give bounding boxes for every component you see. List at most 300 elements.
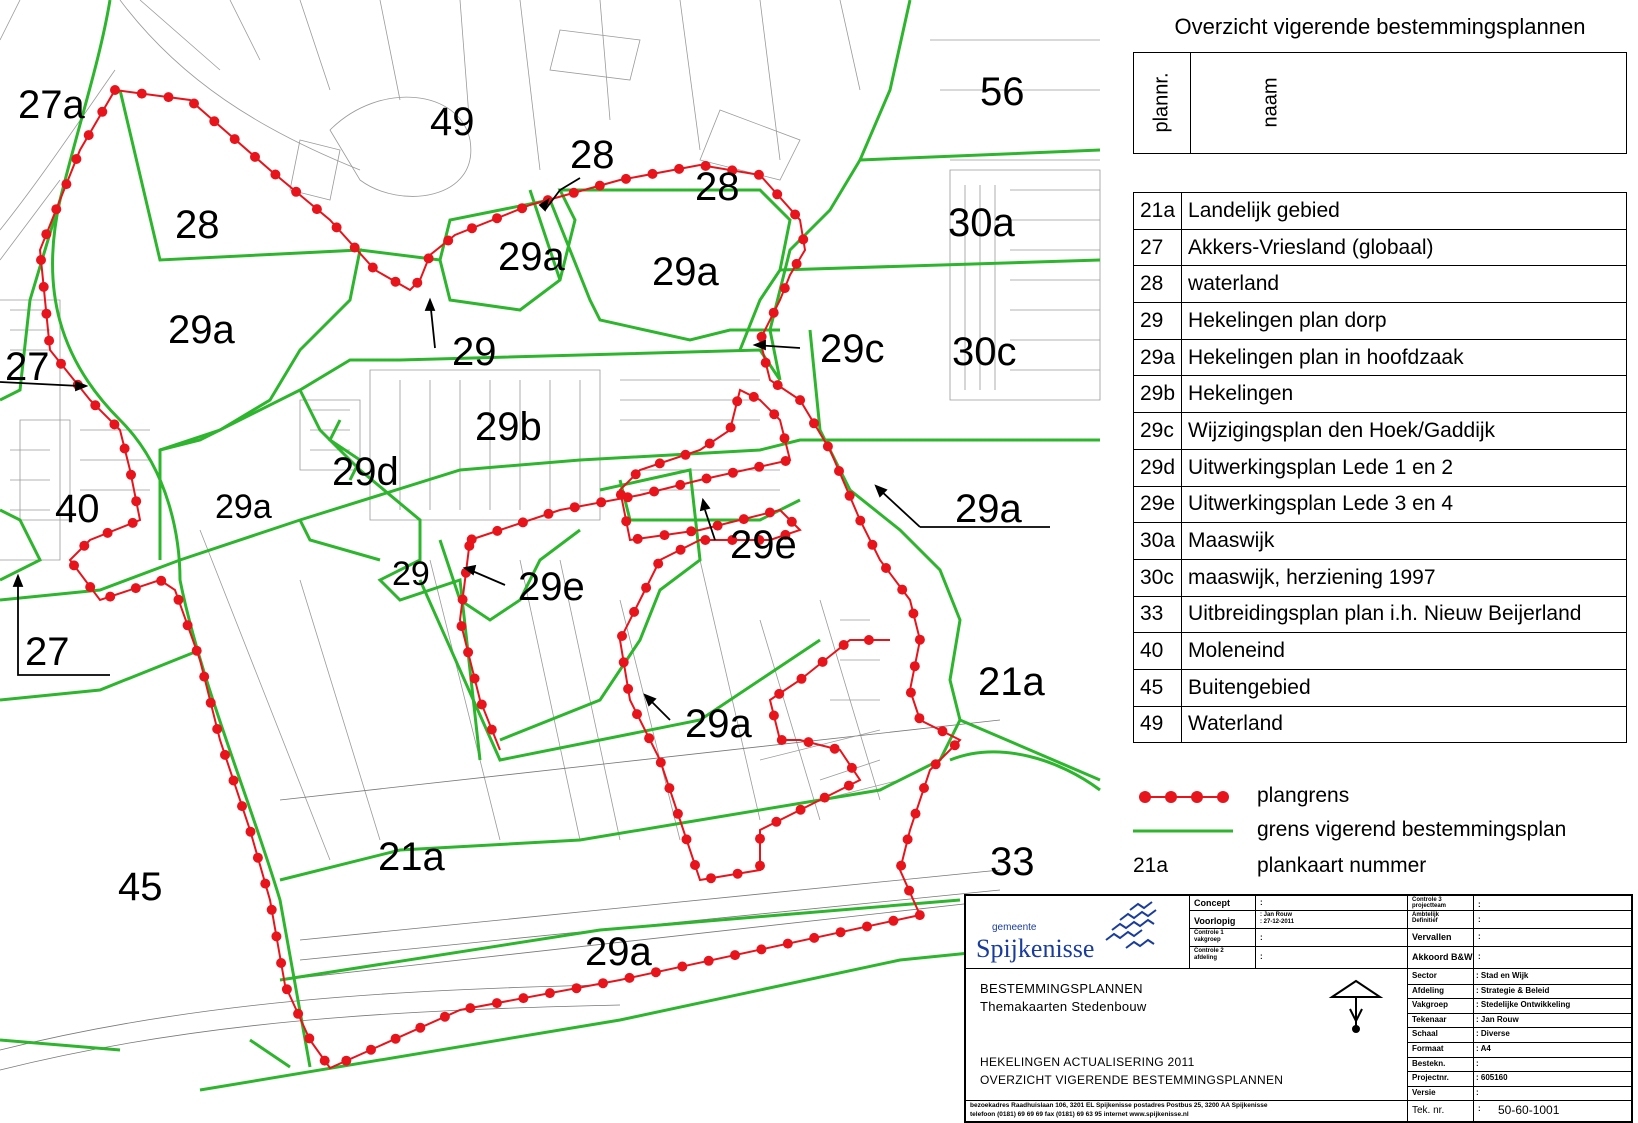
- plangrens-dot: [686, 526, 696, 536]
- plangrens-dot: [69, 560, 79, 570]
- plangrens-dot: [769, 409, 779, 419]
- plankaart-label: plankaart nummer: [1257, 854, 1427, 877]
- label-30a: 30a: [948, 201, 1015, 245]
- controle3-label: Controle 3: [1412, 897, 1442, 903]
- projectnr-value: : 605160: [1476, 1073, 1508, 1083]
- plangrens-dot: [517, 203, 527, 213]
- label-28-west: 28: [175, 203, 220, 247]
- plangrens-dot: [632, 709, 642, 719]
- plangrens-dot: [97, 107, 107, 117]
- plangrens-dot: [881, 563, 891, 573]
- plangrens-dot: [189, 99, 199, 109]
- plan-number: 29c: [1134, 413, 1182, 450]
- plangrens-dot: [676, 545, 686, 555]
- plangrens-dot: [41, 309, 51, 319]
- plangrens-dot: [544, 509, 554, 519]
- title-line2: Themakaarten Stedenbouw: [980, 999, 1147, 1014]
- plangrens-dot: [673, 809, 683, 819]
- plangrens-dot: [174, 595, 184, 605]
- teknr-colon: :: [1478, 1104, 1481, 1113]
- plangrens-dot: [797, 674, 807, 684]
- plangrens-dot: [855, 516, 865, 526]
- plangrens-dot: [633, 534, 643, 544]
- plangrens-dot: [690, 860, 700, 870]
- teknr-value: 50-60-1001: [1498, 1103, 1560, 1117]
- plangrens-dot: [126, 470, 136, 480]
- address-cell: [966, 1101, 1408, 1121]
- afdeling-label: Afdeling: [1412, 985, 1444, 995]
- plangrens-dot: [839, 640, 849, 650]
- plangrens-dot: [463, 647, 473, 657]
- plangrens-dot: [730, 950, 740, 960]
- voorlopig-value2: : 27-12-2011: [1260, 919, 1295, 925]
- plangrens-dot: [798, 234, 808, 244]
- plangrens-dot: [790, 210, 800, 220]
- plangrens-dot: [109, 419, 119, 429]
- plan-name: Maaswijk: [1182, 523, 1627, 560]
- plangrens-dot: [61, 179, 71, 189]
- title-line3: HEKELINGEN ACTUALISERING 2011: [980, 1055, 1195, 1069]
- label-27-south: 27: [25, 630, 70, 674]
- plangrens-dot: [616, 490, 626, 500]
- controle2-label: Controle 2: [1194, 948, 1224, 954]
- plangrens-dot: [137, 89, 147, 99]
- plangrens-dot: [792, 259, 802, 269]
- plangrens-dot: [655, 458, 665, 468]
- plangrens-dot: [443, 236, 453, 246]
- label-27a: 27a: [18, 83, 85, 127]
- plangrens-dot: [470, 674, 480, 684]
- label-45: 45: [118, 865, 163, 909]
- label-29e-west: 29e: [518, 565, 585, 609]
- plangrens-dot: [320, 1056, 330, 1066]
- plangrens-dot: [774, 689, 784, 699]
- tekenaar-label: Tekenaar: [1412, 1014, 1447, 1024]
- sector-label: Sector: [1412, 971, 1437, 980]
- plangrens-dot: [621, 516, 631, 526]
- plan-name: Landelijk gebied: [1182, 193, 1627, 230]
- akkoord-label: Akkoord B&W: [1412, 952, 1473, 962]
- header-plannr: plannr.: [1150, 72, 1173, 133]
- plangrens-dot: [120, 444, 130, 454]
- plan-row: [1134, 303, 1627, 340]
- plangrens-dot: [648, 169, 658, 179]
- bestekn-label: Bestekn.: [1412, 1058, 1446, 1068]
- plangrens-dot: [391, 277, 401, 287]
- plan-name: Hekelingen plan dorp: [1182, 303, 1627, 340]
- plan-name: Uitbreidingsplan plan i.h. Nieuw Beijerland: [1182, 596, 1627, 633]
- plan-row: [1134, 706, 1627, 743]
- plangrens-dot: [681, 450, 691, 460]
- plan-number: 49: [1134, 706, 1182, 743]
- plangrens-dot: [110, 85, 120, 95]
- plan-row: [1134, 669, 1627, 706]
- plangrens-dot: [415, 1023, 425, 1033]
- plangrens-dot: [809, 418, 819, 428]
- north-arrow-icon: [1326, 977, 1386, 1037]
- plan-number: 40: [1134, 633, 1182, 670]
- plangrens-dot: [458, 595, 468, 605]
- plangrens-dot: [938, 726, 948, 736]
- plan-row: [1134, 266, 1627, 303]
- plangrens-dot: [931, 759, 941, 769]
- plangrens-dot: [220, 750, 230, 760]
- plan-row: [1134, 449, 1627, 486]
- address-line1: bezoekadres Raadhuislaan 106, 3201 EL Spijkenisse postadres Postbus 25, 3200 AA Spijkenisse: [970, 1102, 1268, 1109]
- plangrens-dot: [569, 188, 579, 198]
- plangrens-dot: [820, 793, 830, 803]
- plangrens-dot: [795, 395, 805, 405]
- label-28-north: 28: [570, 133, 615, 177]
- plangrens-dot: [103, 528, 113, 538]
- plangrens-dot: [705, 439, 715, 449]
- voorlopig-label: Voorlopig: [1194, 916, 1236, 926]
- plangrens-dot: [809, 933, 819, 943]
- plangrens-dot: [206, 698, 216, 708]
- plangrens-dot: [862, 922, 872, 932]
- formaat-label: Formaat: [1412, 1044, 1444, 1053]
- concept-label: Concept: [1194, 898, 1230, 908]
- plangrens-dot: [834, 466, 844, 476]
- plangrens-dot: [598, 978, 608, 988]
- plangrens-dot: [424, 253, 434, 263]
- plangrens-dot: [830, 744, 840, 754]
- plangrens-dot: [440, 1012, 450, 1022]
- plangrens-dot: [919, 783, 929, 793]
- plangrens-dot: [704, 956, 714, 966]
- plangrens-dot: [341, 1056, 351, 1066]
- plangrens-dot: [492, 213, 502, 223]
- logo-graphic-icon: [1096, 900, 1186, 960]
- plangrens-dot: [649, 487, 659, 497]
- plangrens-dot: [867, 540, 877, 550]
- grens-symbol: [1133, 816, 1233, 846]
- versie-label: Versie: [1412, 1087, 1436, 1097]
- drawing-number-cell: [1408, 1101, 1631, 1121]
- plangrens-dot: [897, 585, 907, 595]
- plangrens-dot: [487, 725, 497, 735]
- plangrens-dot: [237, 801, 247, 811]
- plangrens-dot: [756, 944, 766, 954]
- plangrens-dot: [293, 1009, 303, 1019]
- plangrens-dot: [631, 469, 641, 479]
- plangrens-dot: [518, 517, 528, 527]
- controle1-sub: vakgroep: [1194, 937, 1221, 943]
- plangrens-dot: [164, 92, 174, 102]
- label-29-south: 29: [392, 555, 430, 593]
- plan-name: Hekelingen plan in hoofdzaak: [1182, 339, 1627, 376]
- plangrens-dot: [904, 886, 914, 896]
- plan-row: [1134, 376, 1627, 413]
- plangrens-dot: [619, 657, 629, 667]
- plan-name: waterland: [1182, 266, 1627, 303]
- plan-name: Uitwerkingsplan Lede 1 en 2: [1182, 449, 1627, 486]
- plan-number: 29b: [1134, 376, 1182, 413]
- legend-header: [1133, 52, 1627, 154]
- plangrens-dot: [570, 502, 580, 512]
- plan-row: [1134, 596, 1627, 633]
- label-27-west: 27: [5, 345, 50, 389]
- plangrens-dot: [804, 737, 814, 747]
- title-line4: OVERZICHT VIGERENDE BESTEMMINGSPLANNEN: [980, 1073, 1284, 1087]
- plangrens-dot: [128, 518, 138, 528]
- projectnr-label: Projectnr.: [1412, 1073, 1449, 1083]
- plangrens-dot: [199, 672, 209, 682]
- header-naam: naam: [1259, 77, 1282, 128]
- plan-name: Moleneind: [1182, 633, 1627, 670]
- label-56: 56: [980, 70, 1025, 114]
- plangrens-dot: [629, 607, 639, 617]
- plangrens-dot: [755, 861, 765, 871]
- plangrens-dot: [209, 116, 219, 126]
- plangrens-dot: [847, 763, 857, 773]
- tekenaar-value: : Jan Rouw: [1476, 1014, 1519, 1024]
- plangrens-dot: [304, 1033, 314, 1043]
- plangrens-dot: [332, 222, 342, 232]
- plangrens-dot: [771, 817, 781, 827]
- plangrens-dot: [79, 541, 89, 551]
- plan-number: 29d: [1134, 449, 1182, 486]
- header-plannr-cell: [1134, 53, 1191, 153]
- plangrens-dot: [56, 359, 66, 369]
- label-29b: 29b: [475, 405, 542, 449]
- plangrens-dot: [908, 609, 918, 619]
- plangrens-dot: [749, 392, 759, 402]
- title-cell: [966, 969, 1408, 1101]
- plangrens-dot: [131, 496, 141, 506]
- plan-row: [1134, 523, 1627, 560]
- title-block: [964, 894, 1633, 1123]
- plangrens-dot: [836, 927, 846, 937]
- plangrens-dot: [192, 646, 202, 656]
- plangrens-dot: [366, 1045, 376, 1055]
- plangrens-dot: [818, 657, 828, 667]
- plangrens-dot: [660, 530, 670, 540]
- bestekn-value: :: [1476, 1058, 1479, 1068]
- plangrens-dot: [777, 735, 787, 745]
- plangrens-dot: [950, 740, 960, 750]
- plangrens-dot: [914, 713, 924, 723]
- plan-row: [1134, 633, 1627, 670]
- akkoord-colon: :: [1478, 952, 1481, 961]
- plan-number: 45: [1134, 669, 1182, 706]
- plangrens-dot: [271, 931, 281, 941]
- plan-number: 30c: [1134, 559, 1182, 596]
- plangrens-dot: [246, 827, 256, 837]
- plangrens-dot: [260, 879, 270, 889]
- plangrens-dot: [644, 733, 654, 743]
- plangrens-dot: [71, 154, 81, 164]
- plangrens-dot: [761, 358, 771, 368]
- plangrens-dot: [896, 861, 906, 871]
- plangrens-dot: [910, 661, 920, 671]
- plangrens-dot: [773, 380, 783, 390]
- definitief-label: Definitief: [1412, 918, 1438, 924]
- plan-name: Buitengebied: [1182, 669, 1627, 706]
- plangrens-dot: [906, 688, 916, 698]
- plangrens-dot: [391, 1034, 401, 1044]
- approval-cell: [1408, 896, 1631, 969]
- plangrens-dot: [903, 834, 913, 844]
- label-29a-center: 29a: [498, 235, 565, 279]
- schaal-value: : Diverse: [1476, 1029, 1510, 1039]
- plangrens-dot: [653, 559, 663, 569]
- plan-row: [1134, 193, 1627, 230]
- controle2-colon: :: [1260, 952, 1263, 961]
- afdeling-value: : Strategie & Beleid: [1476, 985, 1550, 995]
- plangrens-dot: [796, 805, 806, 815]
- plangrens-dot: [39, 282, 49, 292]
- controle3-colon: :: [1478, 900, 1481, 909]
- plangrens-dot: [677, 962, 687, 972]
- plangrens-dot: [844, 781, 854, 791]
- legend-plangrens: [1133, 782, 1627, 812]
- plan-row: [1134, 559, 1627, 596]
- plan-number: 21a: [1134, 193, 1182, 230]
- plangrens-dot: [212, 724, 222, 734]
- plangrens-dot: [596, 497, 606, 507]
- plan-number: 28: [1134, 266, 1182, 303]
- plangrens-dot: [772, 189, 782, 199]
- plangrens-dot: [769, 308, 779, 318]
- plan-name: Akkers-Vriesland (globaal): [1182, 229, 1627, 266]
- label-49: 49: [430, 100, 475, 144]
- vervallen-colon: :: [1478, 932, 1481, 941]
- plangrens-dot: [664, 783, 674, 793]
- plan-number: 29e: [1134, 486, 1182, 523]
- label-29: 29: [452, 330, 497, 374]
- plangrens-dot: [915, 910, 925, 920]
- plangrens-dot: [492, 998, 502, 1008]
- plangrens-dot: [783, 939, 793, 949]
- ambtelijk-label: Ambtelijk: [1412, 912, 1440, 918]
- versie-value: :: [1476, 1087, 1479, 1097]
- plangrens-dot: [477, 700, 487, 710]
- label-33: 33: [990, 840, 1035, 884]
- schaal-label: Schaal: [1412, 1029, 1438, 1039]
- plangrens-dot: [276, 958, 286, 968]
- plangrens-dot: [492, 526, 502, 536]
- plangrens-dot: [250, 152, 260, 162]
- plangrens-dot: [780, 283, 790, 293]
- plangrens-dot: [156, 576, 166, 586]
- plan-name: maaswijk, herziening 1997: [1182, 559, 1627, 596]
- plangrens-dot: [700, 535, 710, 545]
- plangrens-dot: [675, 480, 685, 490]
- plangrens-dot: [572, 983, 582, 993]
- plangrens-dot: [732, 396, 742, 406]
- controle1-label: Controle 1: [1194, 930, 1224, 936]
- plan-number: 30a: [1134, 523, 1182, 560]
- teknr-label: Tek. nr.: [1412, 1105, 1445, 1116]
- plangrens-dot: [229, 776, 239, 786]
- label-40: 40: [55, 487, 100, 531]
- ambtelijk-colon: :: [1478, 915, 1481, 924]
- plangrens-dot: [90, 400, 100, 410]
- logo-spijkenisse: Spijkenisse: [976, 934, 1095, 963]
- plankaart-sample: 21a: [1133, 854, 1169, 877]
- label-28-east: 28: [695, 165, 740, 209]
- plangrens-dot: [518, 993, 528, 1003]
- label-21a-east: 21a: [978, 660, 1045, 704]
- plangrens-dot: [769, 711, 779, 721]
- legend-title: Overzicht vigerende bestemmingsplannen: [1174, 14, 1586, 39]
- plangrens-dot: [623, 684, 633, 694]
- formaat-value: : A4: [1476, 1044, 1491, 1053]
- plangrens-dot: [888, 916, 898, 926]
- legend-plankaart: [1133, 852, 1627, 882]
- plangrens-dot: [641, 583, 651, 593]
- label-29a-right: 29a: [955, 487, 1022, 531]
- vakgroep-label: Vakgroep: [1412, 1000, 1449, 1010]
- label-29d: 29d: [332, 450, 399, 494]
- sector-value: : Stad en Wijk: [1476, 971, 1529, 980]
- status-cell: [1190, 896, 1408, 969]
- plangrens-dot: [728, 468, 738, 478]
- vakgroep-value: : Stedelijke Ontwikkeling: [1476, 1000, 1571, 1010]
- title-line1: BESTEMMINGSPLANNEN: [980, 981, 1143, 996]
- plangrens-dot: [312, 204, 322, 214]
- voorlopig-value1: : Jan Rouw: [1260, 912, 1293, 918]
- plangrens-dot: [651, 967, 661, 977]
- plan-number: 27: [1134, 229, 1182, 266]
- plangrens-dot: [183, 620, 193, 630]
- controle1-colon: :: [1260, 933, 1263, 942]
- plan-name: Wijzigingsplan den Hoek/Gaddijk: [1182, 413, 1627, 450]
- plangrens-dot: [230, 134, 240, 144]
- grens-label: grens vigerend bestemmingsplan: [1257, 818, 1567, 841]
- plangrens-dot: [625, 973, 635, 983]
- plangrens-dot: [457, 621, 467, 631]
- label-29c: 29c: [820, 327, 885, 371]
- plan-number: 33: [1134, 596, 1182, 633]
- plangrens-dot: [465, 1003, 475, 1013]
- plangrens-dot: [467, 223, 477, 233]
- controle2-sub: afdeling: [1194, 955, 1218, 961]
- plangrens-dot: [267, 905, 277, 915]
- plangrens-dot: [726, 423, 736, 433]
- plangrens-dot: [105, 592, 115, 602]
- plangrens-dot: [733, 869, 743, 879]
- plangrens-dot: [864, 635, 874, 645]
- plangrens-dot: [412, 278, 422, 288]
- plangrens-dot: [51, 204, 61, 214]
- plan-row: [1134, 339, 1627, 376]
- details-cell: [1408, 969, 1631, 1101]
- plangrens-dot: [41, 229, 51, 239]
- logo-gemeente: gemeente: [992, 922, 1037, 933]
- plangrens-dot: [823, 441, 833, 451]
- plan-number: 29a: [1134, 339, 1182, 376]
- plangrens-dot: [545, 988, 555, 998]
- plangrens-dot: [781, 456, 791, 466]
- plan-name: Uitwerkingsplan Lede 3 en 4: [1182, 486, 1627, 523]
- plangrens-dot: [706, 873, 716, 883]
- plan-name: Waterland: [1182, 706, 1627, 743]
- label-29a-west: 29a: [168, 308, 235, 352]
- plangrens-dot: [674, 164, 684, 174]
- plangrens-dot: [282, 984, 292, 994]
- plangrens-dot: [754, 170, 764, 180]
- plangrens-dot: [780, 433, 790, 443]
- plangrens-dot: [368, 263, 378, 273]
- logo-cell: [966, 896, 1190, 969]
- address-line2: telefoon (0181) 69 69 69 fax (0181) 69 63 95 internet www.spijkenisse.nl: [970, 1111, 1189, 1118]
- plangrens-dot: [617, 631, 627, 641]
- plangrens-dot: [713, 521, 723, 531]
- plangrens-dot: [656, 758, 666, 768]
- plangrens-dot: [845, 491, 855, 501]
